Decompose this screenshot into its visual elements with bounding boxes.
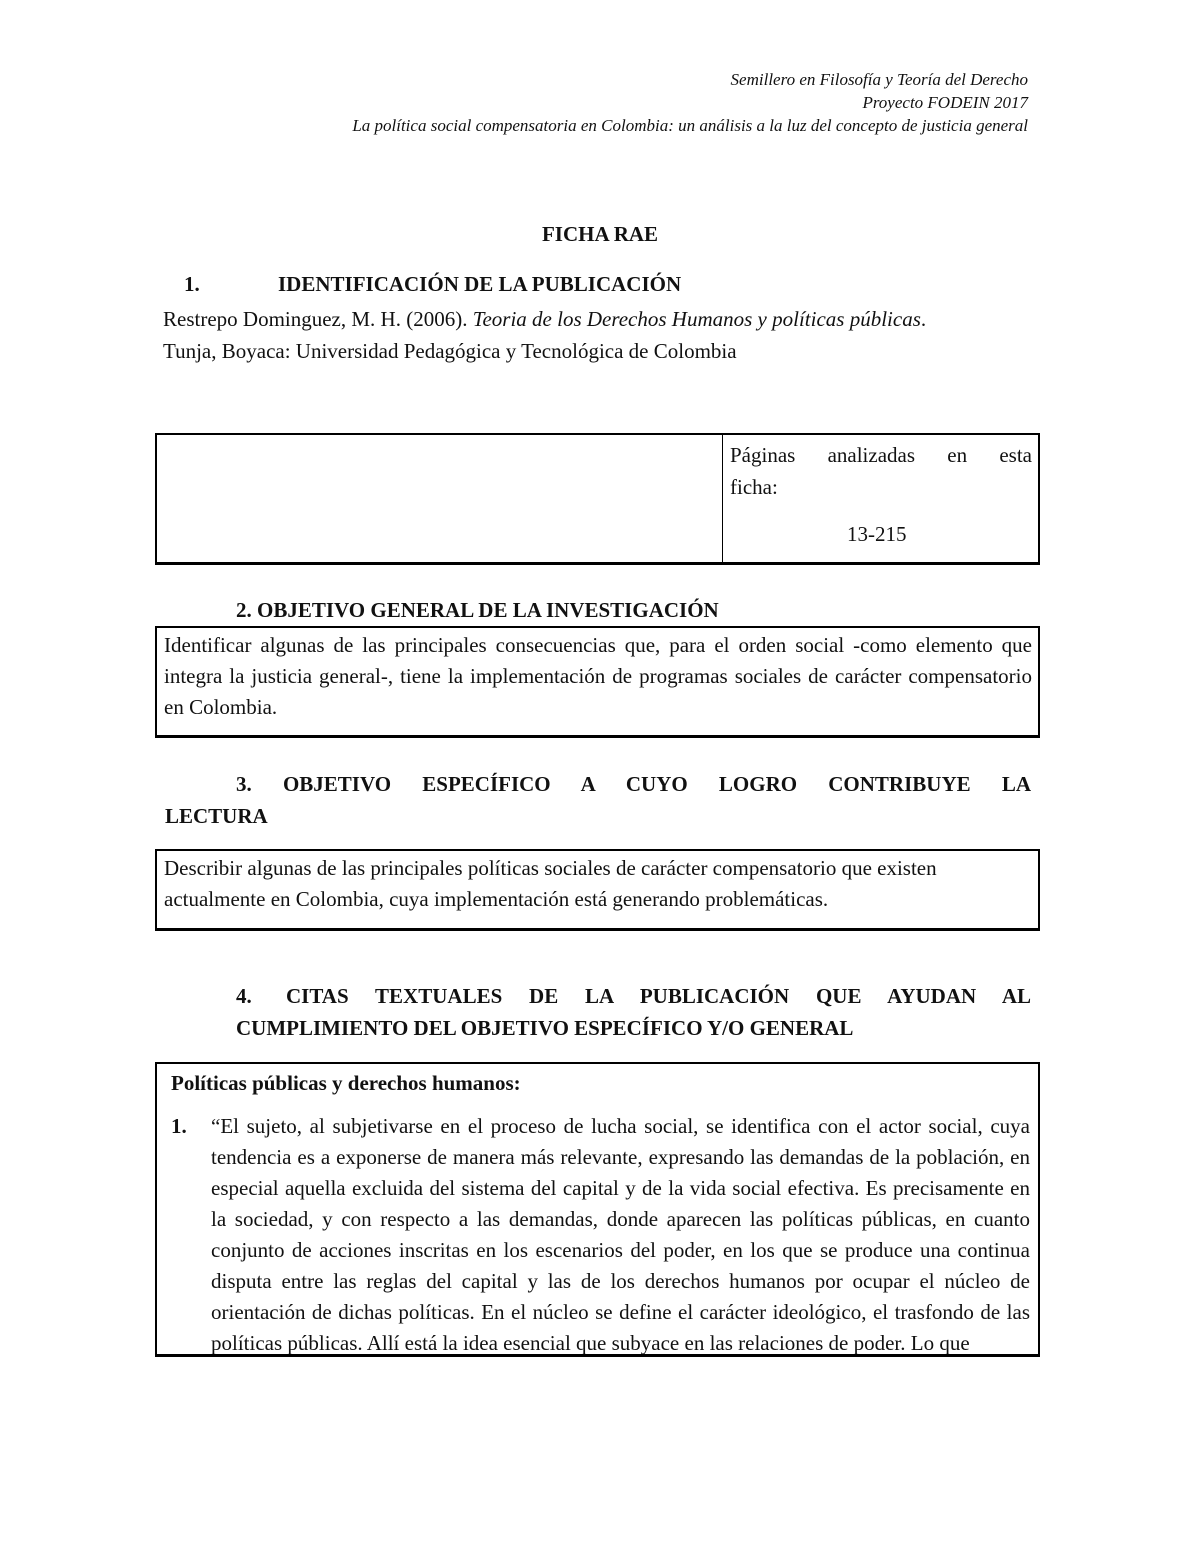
header-project: Proyecto FODEIN 2017	[862, 93, 1028, 112]
quote-item	[171, 1111, 1030, 1357]
document-title: FICHA RAE	[541, 222, 659, 246]
pages-table-label-cell	[723, 435, 1038, 562]
section-1-heading	[184, 272, 681, 297]
section-4-number: 4.	[236, 984, 252, 1008]
specific-objective-text: Describir algunas de las principales políticas sociales de carácter compensatorio que existen actualmente en Colombia, cuya implementación está generando problemáticas.	[164, 856, 937, 911]
citation-author: Restrepo Dominguez, M. H. (2006).	[163, 307, 473, 331]
pages-range: 13-215	[847, 522, 907, 546]
pages-analyzed-table	[155, 433, 1040, 565]
section-1-number: 1.	[184, 272, 200, 296]
citation-period: .	[920, 307, 927, 331]
quotes-subheading: Políticas públicas y derechos humanos:	[171, 1071, 521, 1095]
pages-table-empty-cell	[157, 435, 723, 562]
citation-publisher: Tunja, Boyaca: Universidad Pedagógica y Tecnológica de Colombia	[163, 339, 737, 363]
page-header	[352, 68, 1028, 137]
quote-text: “El sujeto, al subjetivarse en el proceso de lucha social, se identifica con el actor social, cuya tendencia es a exponerse de manera más relevante, expresando las demandas de la población, en especial aquella excluida del sistema del capital y de la vida social efectiva. Es precisamente en la sociedad, y con respecto a las demandas, donde aparecen las políticas públicas, en cuanto conjunto de acciones inscritas en los escenarios del poder, en los que se produce una continua disputa entre las reglas del capital y las de los derechos humanos por ocupar el núcleo de orientación de dichas políticas. En el núcleo se define el carácter ideológico, el trasfondo de las políticas públicas. Allí está la idea esencial que subyace en las relaciones de poder. Lo que	[211, 1114, 1030, 1355]
specific-objective-box	[155, 849, 1040, 931]
header-research-title: La política social compensatoria en Colombia: un análisis a la luz del concepto de justicia general	[352, 116, 1028, 135]
header-seminar: Semillero en Filosofía y Teoría del Derecho	[730, 70, 1028, 89]
general-objective-text: Identificar algunas de las principales consecuencias que, para el orden social -como elemento que integra la justicia general-, tiene la implementación de programas sociales de carácter compensatorio en Colombia.	[164, 633, 1032, 719]
section-4-heading	[236, 980, 1031, 1044]
publication-citation	[163, 303, 1043, 367]
section-3-heading-line2: LECTURA	[165, 804, 268, 828]
section-3-heading	[165, 768, 1031, 832]
general-objective-box	[155, 626, 1040, 738]
textual-quotes-box	[155, 1062, 1040, 1357]
section-4-heading-line2: CUMPLIMIENTO DEL OBJETIVO ESPECÍFICO Y/O GENERAL	[236, 1016, 854, 1040]
section-3-heading-line1: 3. OBJETIVO ESPECÍFICO A CUYO LOGRO CONTRIBUYE LA	[236, 772, 1031, 796]
citation-title: Teoria de los Derechos Humanos y políticas públicas	[472, 307, 921, 331]
pages-label-line1: Páginas analizadas en esta	[730, 443, 1032, 467]
quote-number: 1.	[171, 1114, 187, 1138]
section-1-title: IDENTIFICACIÓN DE LA PUBLICACIÓN	[278, 272, 682, 296]
pages-label-line2: ficha:	[730, 475, 778, 499]
section-2-heading: 2. OBJETIVO GENERAL DE LA INVESTIGACIÓN	[236, 598, 719, 622]
section-4-heading-line1: CITAS TEXTUALES DE LA PUBLICACIÓN QUE AYUDAN AL	[286, 984, 1031, 1008]
